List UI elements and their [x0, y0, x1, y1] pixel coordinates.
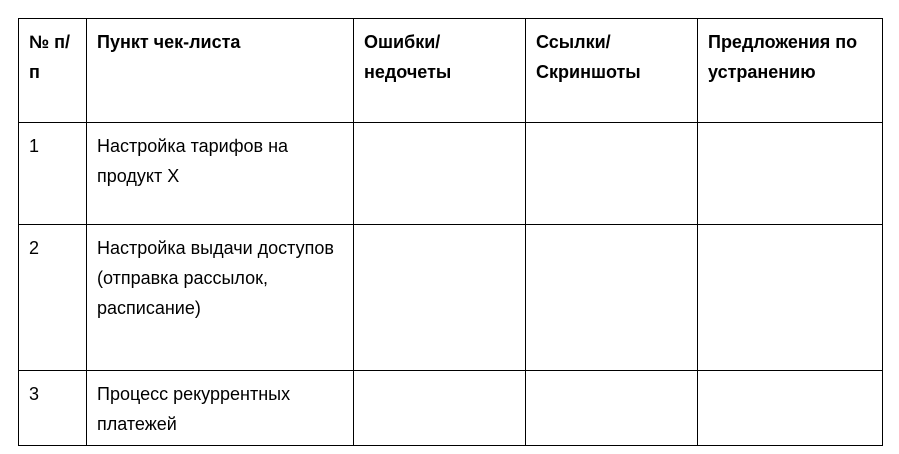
cell-errors[interactable]	[354, 123, 526, 225]
cell-errors[interactable]	[354, 225, 526, 371]
header-errors: Ошибки/ недочеты	[354, 19, 526, 123]
cell-errors[interactable]	[354, 371, 526, 446]
header-fix-suggestions: Предложения по устранению	[698, 19, 883, 123]
cell-fix-suggestions[interactable]	[698, 371, 883, 446]
cell-checklist-item: Настройка тарифов на продукт X	[87, 123, 354, 225]
cell-fix-suggestions[interactable]	[698, 123, 883, 225]
cell-num: 3	[19, 371, 87, 446]
checklist-table	[18, 18, 883, 446]
header-num: № п/п	[19, 19, 87, 123]
table-row	[19, 371, 883, 446]
cell-checklist-item: Процесс рекуррентных платежей	[87, 371, 354, 446]
cell-links-screenshots[interactable]	[526, 225, 698, 371]
table-row	[19, 225, 883, 371]
table-header-row	[19, 19, 883, 123]
cell-fix-suggestions[interactable]	[698, 225, 883, 371]
header-checklist-item: Пункт чек-листа	[87, 19, 354, 123]
cell-checklist-item: Настройка выдачи доступов (отправка рассылок, расписание)	[87, 225, 354, 371]
header-links-screenshots: Ссылки/ Скриншоты	[526, 19, 698, 123]
cell-num: 1	[19, 123, 87, 225]
cell-num: 2	[19, 225, 87, 371]
table-row	[19, 123, 883, 225]
cell-links-screenshots[interactable]	[526, 371, 698, 446]
cell-links-screenshots[interactable]	[526, 123, 698, 225]
